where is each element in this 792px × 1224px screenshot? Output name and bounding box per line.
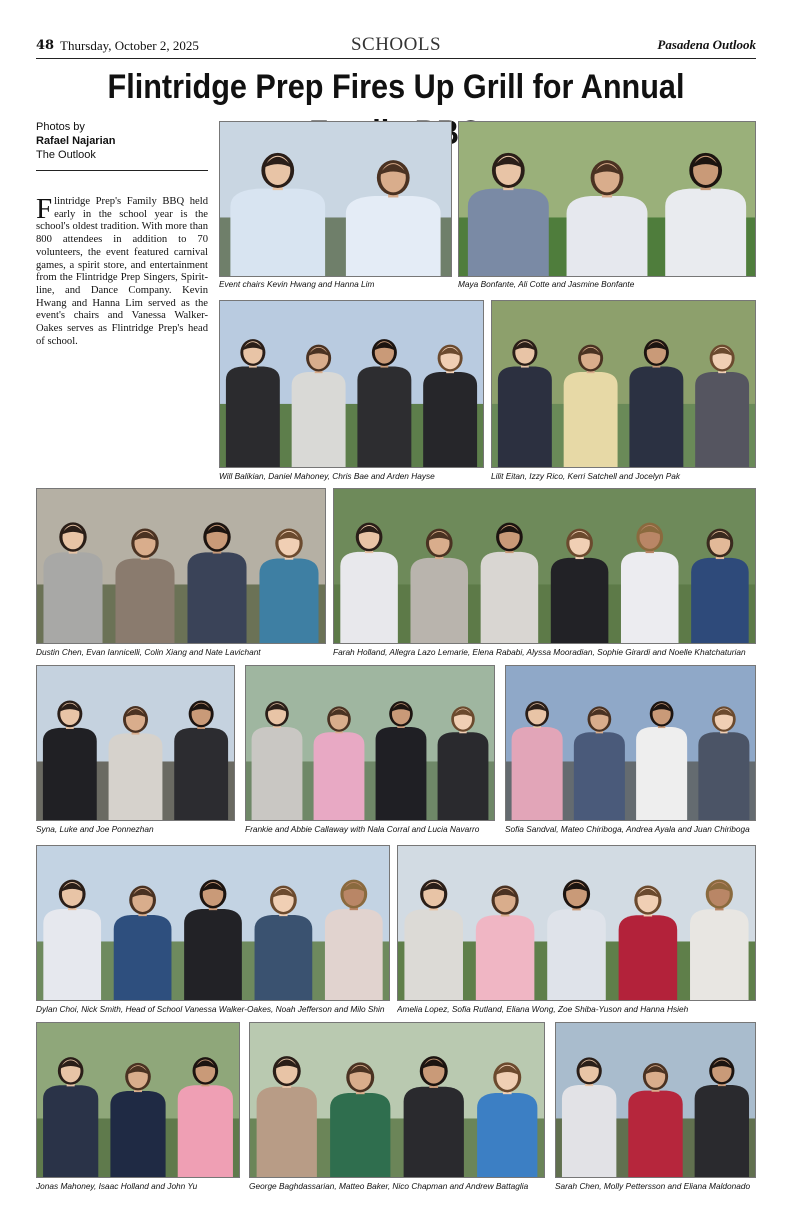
photo-credit xyxy=(36,120,208,162)
caption-balikian: Will Balikian, Daniel Mahoney, Chris Bae and Arden Hayse xyxy=(219,471,435,481)
photo-illustration xyxy=(246,666,494,820)
photo-illustration xyxy=(459,122,755,276)
caption-sandval: Sofia Sandval, Mateo Chiriboga, Andrea Ayala and Juan Chiriboga xyxy=(505,824,750,834)
photo-illustration xyxy=(37,666,234,820)
photo-mahoney xyxy=(36,1022,240,1178)
caption-holland: Farah Holland, Allegra Lazo Lemarie, Elena Rababi, Alyssa Mooradian, Sophie Girardi and Noelle Khatchaturian xyxy=(333,647,746,657)
photo-holland xyxy=(333,488,756,644)
publication-name: Pasadena Outlook xyxy=(657,37,756,52)
photo-illustration xyxy=(37,1023,239,1177)
photo-sandval xyxy=(505,665,756,821)
caption-chen: Dustin Chen, Evan Iannicelli, Colin Xiang and Nate Lavichant xyxy=(36,647,261,657)
photo-callaway xyxy=(245,665,495,821)
caption-eitan: Lilit Eitan, Izzy Rico, Kerri Satchell and Jocelyn Pak xyxy=(491,471,681,481)
photo-choi xyxy=(36,845,390,1001)
caption-event-chairs: Event chairs Kevin Hwang and Hanna Lim xyxy=(219,279,375,289)
page-header xyxy=(36,34,756,58)
story-body xyxy=(36,193,208,348)
headline: Flintridge Prep Fires Up Grill for Annual xyxy=(107,68,685,106)
caption-bonfante: Maya Bonfante, Ali Cotte and Jasmine Bonfante xyxy=(458,279,635,289)
photo-baghdassarian xyxy=(249,1022,545,1178)
photo-event-chairs xyxy=(219,121,452,277)
photo-illustration xyxy=(250,1023,544,1177)
photo-illustration xyxy=(506,666,755,820)
photo-illustration xyxy=(556,1023,755,1177)
photo-illustration xyxy=(37,489,325,643)
photo-ponnezhan xyxy=(36,665,235,821)
caption-lopez: Amelia Lopez, Sofia Rutland, Eliana Wong, Zoe Shiba-Yuson and Hanna Hsieh xyxy=(397,1004,689,1014)
photo-sarah-chen xyxy=(555,1022,756,1178)
caption-callaway: Frankie and Abbie Callaway with Nala Corral and Lucia Navarro xyxy=(245,824,480,834)
section-name: SCHOOLS xyxy=(350,34,442,55)
photo-illustration xyxy=(220,122,451,276)
header-rule xyxy=(36,58,756,59)
photo-illustration xyxy=(37,846,389,1000)
photo-illustration xyxy=(492,301,755,467)
credit-outlet: The Outlook xyxy=(36,149,96,161)
photographer-name: Rafael Najarian xyxy=(36,135,116,147)
photo-illustration xyxy=(398,846,755,1000)
credit-rule xyxy=(36,170,208,171)
story-text: lintridge Prep's Family BBQ held early in the school year is the school's oldest tradition. With more than 800 attendees in addition to 70 volunteers, the event featured carnival games, a spirit store, and entertainment from the Flintridge Prep Singers, Spirit-line, and Dance Company. Kevin Hwang and Hanna Lim served as the event's chairs and Vanessa Walker-Oakes serves as Flintridge Prep's head of school. xyxy=(36,196,208,347)
caption-sarah-chen: Sarah Chen, Molly Pettersson and Eliana Maldonado xyxy=(555,1181,751,1191)
photo-illustration xyxy=(220,301,483,467)
photo-eitan xyxy=(491,300,756,468)
photo-balikian xyxy=(219,300,484,468)
photo-illustration xyxy=(334,489,755,643)
drop-cap: F xyxy=(36,193,53,225)
caption-mahoney: Jonas Mahoney, Isaac Holland and John Yu xyxy=(36,1181,198,1191)
issue-date: Thursday, October 2, 2025 xyxy=(60,38,199,53)
credit-prefix: Photos by xyxy=(36,121,85,133)
caption-ponnezhan: Syna, Luke and Joe Ponnezhan xyxy=(36,824,154,834)
caption-choi: Dylan Choi, Nick Smith, Head of School Vanessa Walker-Oakes, Noah Jefferson and Milo Shin xyxy=(36,1004,385,1014)
photo-lopez xyxy=(397,845,756,1001)
photo-bonfante xyxy=(458,121,756,277)
caption-baghdassarian: George Baghdassarian, Matteo Baker, Nico Chapman and Andrew Battaglia xyxy=(249,1181,529,1191)
photo-chen xyxy=(36,488,326,644)
page-number: 48 xyxy=(36,38,55,53)
